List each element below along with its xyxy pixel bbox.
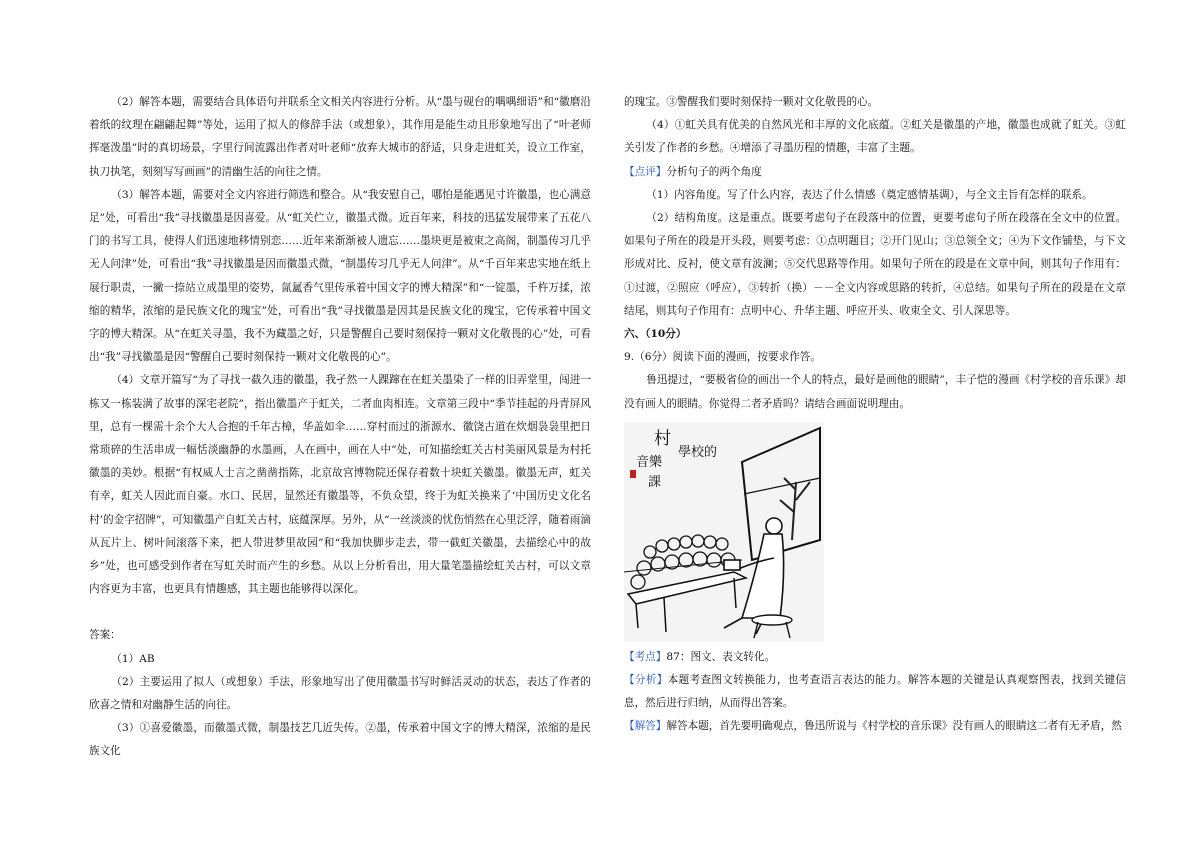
- angle-2: （2）结构角度。这是重点。既要考虑句子在段落中的位置，更要考虑句子所在段落在全文中的位置。如果句子所在的段是开头段，则要考虑：①点明题目；②开门见山；③总领全文；④为下文作铺垫，与下文形成对比、反衬，使文章有波澜；⑤交代思路等作用。如果句子所在的段是在文章中间，则其句子作用有：①过渡，②照应（呼应），③转折（换）－－全文内容或思路的转折，④总结。如果句子所在的段是在文章结尾，则其句子作用有：点明中心、升华主题、呼应开头、收束全文、引人深思等。: [624, 212, 1126, 317]
- answer-1: （1）AB: [111, 652, 155, 665]
- fenxi-block: [624, 669, 1126, 715]
- kaodian-tag: 【考点】: [624, 650, 667, 663]
- answer-4: （4）①虹关具有优美的自然风光和丰厚的文化底蕴。②虹关是徽墨的产地，徽墨也成就了虹关。③虹关引发了作者的乡愁。④增添了寻墨历程的情趣，丰富了主题。: [624, 119, 1126, 155]
- comment-tag: 【点评】: [624, 165, 667, 178]
- paragraph-analysis-4: （4）文章开篇写“为了寻找一截久违的徽墨，我孑然一人踝蹿在在虹关墨染了一样的旧弄堂里，闯进一栋又一栋装满了故事的深宅老院”，指出徽墨产于虹关，二者血肉相连。文章第三段中“季节挂起的丹青屏风里，总有一棵需十余个大人合抱的千年古樟，华盖如伞……穿村而过的浙源水、徽饶古道在炊烟袅袅里把日常琐碎的生活串成一幅恬淡幽静的水墨画，人在画中，画在人中”处，可知描绘虹关古村美丽风景是为村托徽墨的美妙。根据“有权威人士言之凿凿指陈，北京故宫博物院还保存着数十块虹关徽墨。徽墨无声，虹关有幸，虹关人因此而自豪。水口、民居，显然还有徽墨等，不负众望，终于为虹关换来了‘中国历史文化名村’的金字招牌”，可知徽墨产自虹关古村，底蕴深厚。另外，从“一丝淡淡的忧伤悄然在心里泛浮，随着雨滴从瓦片上、树叶间滚落下来，把人带进梦里故园”和“我加快脚步走去，带一截虹关徽墨，去描绘心中的故乡”处，也可感受到作者在写虹关时而产生的乡愁。从以上分析看出，用大量笔墨描绘虹关古村，可以文章内容更为丰富，也更具有情趣感，其主题也能够得以深化。: [89, 374, 591, 596]
- question-9-heading: 9.（6分）阅读下面的漫画，按要求作答。: [624, 351, 821, 364]
- fenxi-tag: 【分析】: [624, 674, 668, 687]
- comment-block: [624, 161, 1126, 184]
- seal-stamp: [630, 470, 636, 478]
- comment-text: 分析句子的两个角度: [666, 165, 762, 178]
- kaodian-text: 87：图文、表文转化。: [666, 650, 776, 663]
- angle-1: （1）内容角度。写了什么内容，表达了什么情感（奠定感情基调），与全文主旨有怎样的联系。: [646, 188, 1093, 201]
- paragraph-analysis-2: （2）解答本题，需要结合具体语句并联系全文相关内容进行分析。从“墨与砚台的喁喁细语”和“徽磨沿着纸的纹理在翩翩起舞”等处，运用了拟人的修辞手法（或想象），其作用是能生动且形象地写出了“叶老师挥毫泼墨”时的真切场景，字里行间流露出作者对叶老师“放弃大城市的舒适，只身走进虹关，设立工作室，执刀执笔，刻刻写写画画”的清幽生活的向往之情。: [89, 96, 591, 178]
- answer-3: （3）①喜爱徽墨，而徽墨式微，制墨技艺几近失传。②墨，传承着中国文字的博大精深，浓缩的是民族文化: [89, 722, 591, 758]
- left-column: [89, 91, 591, 764]
- cartoon-image: [624, 422, 824, 642]
- cartoon-title-line-4: 課: [648, 474, 662, 490]
- right-column: [624, 91, 1126, 739]
- answers-label: 答案：: [89, 629, 121, 642]
- spacer: [89, 601, 591, 624]
- jieda-block: [624, 715, 1126, 738]
- jieda-tag: 【解答】: [624, 720, 667, 733]
- section-six-heading: 六、（10分）: [624, 328, 687, 341]
- cartoon-title-line-2: 學校的: [678, 444, 718, 460]
- answer-3-continued: 的瑰宝。③警醒我们要时刻保持一颗对文化敬畏的心。: [624, 96, 879, 108]
- paragraph-analysis-3: （3）解答本题，需要对全文内容进行筛选和整合。从“我安慰自己，哪怕是能遇见寸许徽墨，也心满意足”处，可看出“我”寻找徽墨是因喜爱。从“虹关伫立，徽墨式微。近百年来，科技的迅猛发展带来了五花八门的书写工具，使得人们迅速地移情别恋……近年来渐渐被人遗忘……墨块更是被束之高阁，制墨传习几乎无人问津”处，可看出“我”寻找徽墨是因而徽墨式微，“制墨传习几乎无人问津”。从“千百年来忠实地在纸上展行职责，一撇一捺站立成墨里的姿势，氤氲香气里传承着中国文字的博大精深”和“一锭墨，千杵万揉，浓缩的精华，浓缩的是民族文化的瑰宝”处，可看出“我”寻找徽墨是因其是民族文化的瑰宝，它传承着中国文字的博大精深。从“在虹关寻墨，我不为藏墨之好，只是警醒自己要时刻保持一颗对文化敬畏的心”处，可看出“我”寻找徽墨是因“警醒自己要时刻保持一颗对文化敬畏的心”。: [89, 188, 591, 364]
- jieda-text: 解答本题，首先要明确观点，鲁迅所说与《村学校的音乐课》没有画人的眼睛这二者有无矛盾，然: [666, 720, 1122, 733]
- cartoon-drawing: [624, 422, 824, 642]
- answer-2: （2）主要运用了拟人（或想象）手法，形象地写出了使用徽墨书写时鲜活灵动的状态，表达了作者的欣喜之情和对幽静生活的向往。: [89, 675, 591, 712]
- fenxi-text: 本题考查图文转换能力，也考查语言表达的能力。解答本题的关键是认真观察图表，找到关键信息，然后进行归纳，从而得出答案。: [624, 674, 1127, 710]
- question-9-body: 鲁迅提过，“要极省俭的画出一个人的特点，最好是画他的眼睛”，丰子恺的漫画《村学校的音乐课》却没有画人的眼睛。你觉得二者矛盾吗？请结合画面说明理由。: [624, 374, 1126, 410]
- cartoon-title-line-1: 村: [654, 428, 671, 449]
- kaodian-block: [624, 646, 1126, 669]
- cartoon-title-line-3: 音樂: [636, 454, 663, 470]
